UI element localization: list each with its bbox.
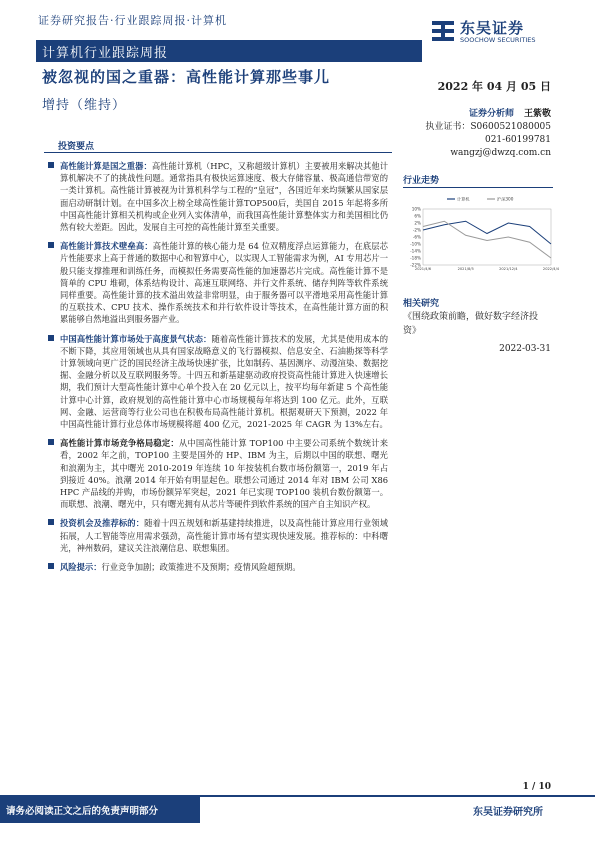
key-point-text: 随着十四五规划和新基建持续推进，以及高性能计算应用行业领域拓展，人工智能等应用需求强劲，高性能计算市场有望实现快速发展。推荐标的：中科曙光，神州数码，建议关注浪潮信息、联想集团。 [60,518,388,553]
analyst-info [425,108,551,160]
y-tick-label: 2% [414,220,421,226]
disclaimer-box [0,797,200,823]
y-tick-label: -22% [410,262,421,268]
key-point-lead: 投资机会及推荐标的： [60,518,145,529]
related-date: 2022-03-31 [499,344,551,354]
bullet-square-icon [48,335,54,341]
related-label: 相关研究 [403,299,440,309]
section-divider [44,152,392,153]
y-tick-label: -14% [410,248,421,254]
key-points [46,160,388,580]
section-title: 投资要点 [58,142,95,152]
banner-text: 计算机行业跟踪周报 [42,46,169,61]
y-tick-label: 6% [414,213,421,219]
related-title[interactable]: 《围绕政策前瞻，做好数字经济投资》 [403,312,539,336]
key-point-3 [46,333,388,431]
bullet-square-icon [48,242,54,248]
y-tick-label: -2% [412,227,421,233]
y-tick-label: -10% [410,241,421,247]
y-tick-label: -6% [412,234,421,240]
firm-name: 东吴证券研究所 [473,807,543,818]
x-tick-label: 2021/12/4 [499,267,518,271]
key-point-lead: 高性能计算是国之重器： [60,161,152,171]
bullet-square-icon [48,439,54,445]
report-date: 2022 年 04 月 05 日 [437,80,551,93]
key-point-lead: 高性能计算技术壁垒高： [60,241,153,252]
trend-label: 行业走势 [403,176,440,186]
key-point-text: 从中国高性能计算 TOP100 中主要公司系统个数统计来看，2002 年之前，TOP100 主要是国外的 HP、IBM 为主，后期以中国的联想、曙光和浪潮为主，其中曙光 2010-2019 年连续 10 年按装机台数市场份额第一，2019 年占到接近 40%。浪潮 2014 年开始有明显起色。联想公司通过 2014 年对 IBM 公司 X86 HPC 产品线的并购，市场份额异军突起，2021 年已实现 TOP100 装机台数份额第一。而联想、浪潮、曙光中，只有曙光拥有从芯片等硬件到软件系统的国产自主知识产权。 [60,438,388,510]
key-point-2 [46,240,388,325]
legend-label: 计算机 [457,196,470,202]
key-point-1 [46,160,388,233]
logo-text-cn: 东吴证券 [460,19,525,37]
y-tick-label: -18% [410,255,421,261]
page-number: 1 / 10 [522,782,551,792]
trend-chart [403,189,560,275]
key-point-lead: 高性能计算市场竞争格局稳定： [60,438,179,449]
trend-divider [403,187,553,188]
key-point-4 [46,437,388,510]
logo-text-en: SOOCHOW SECURITIES [460,36,536,44]
report-type-line: 证券研究报告·行业跟踪周报·计算机 [38,14,227,27]
key-point-6 [46,561,388,573]
x-tick-label: 2021/8/5 [457,267,474,271]
analyst-cert: 执业证书：S0600521080005 [425,122,551,132]
key-point-text: 随着高性能计算技术的发展，尤其是使用成本的不断下降，其应用领域也从具有国家战略意义的飞行器模拟、信息安全、石油勘探等科学计算领域向更广泛的国民经济主战场快速扩张，比如制药、基因测序、动漫渲染、数据挖掘、金融分析以及互联网服务等。十四五和新基建驱动政府投资高性能计算进入快速增长期，我们预计大型高性能计算中心单个投入在 20 亿元以上，按平均每年新建 5 个高性能计算中心计算，政府规划的高性能计算中心市场规模每年将达到 100 亿元。此外，互联网、金融、运营商等行业公司也在积极布局高性能计算机。根据观研天下预测，2022 年中国高性能计算行业总体市场规模将超 400 亿元，2021-2025 年 CAGR 为 13%左右。 [60,333,388,430]
key-point-text: 行业竞争加剧；政策推进不及预期；疫情风险超预期。 [101,562,301,573]
plot-frame [423,209,551,265]
analyst-role: 证券分析师 [468,109,514,119]
bullet-square-icon [48,162,54,168]
banner [36,40,422,62]
analyst-phone: 021-60199781 [484,135,551,145]
logo-mark-icon [430,18,456,44]
series-line-1 [423,221,551,258]
key-point-text: 高性能计算机（HPC，又称超级计算机）主要被用来解决其他计算机解决不了的挑战性问题。通常指具有极快运算速度、极大存储容量、极高通信带宽的一类计算机。高性能计算被视为计算机科学与工程的“皇冠”，各国近年来均频繁从国家层面启动研制计划。在中国多次上榜全球高性能计算TOP500后，美国自 2015 年起将多所中国高性能计算相关机构或企业列入实体清单，而我国高性能计算整体实力和美国相比仍然有较大差距。因此，发展自主可控的高性能计算至关重要。 [60,161,388,233]
x-tick-label: 2021/4/6 [414,267,432,271]
legend-label: 沪深300 [497,196,514,202]
y-tick-label: 10% [411,206,421,212]
key-point-lead: 中国高性能计算市场处于高度景气状态： [60,333,212,344]
company-logo [430,18,570,46]
key-point-text: 高性能计算的核心能力是 64 位双精度浮点运算能力，在底层芯片性能要求上高于普通的数据中心和智算中心，以实现人工智能需求为例，AI 专用芯片一般只能支撑推理和训练任务，而模拟任务需要高性能的加速器芯片完成。高性能计算不是简单的 CPU 堆砌，体系结构设计、高速互联网络、并行文件系统、储存判阵等软件系统同样重要。高性能计算的技术溢出效益非常明显，由于服务器可以平滑地采用高性能计算的互联技术、CPU 技术、操作系统技术和并行软件设计等技术，在高性能计算方面的积累能够自然地溢出到服务器产业。 [60,241,388,325]
key-point-5 [46,517,388,554]
key-point-lead: 风险提示： [60,562,102,573]
rating: 增持（维持） [42,98,127,113]
bullet-square-icon [48,563,54,569]
bullet-square-icon [48,519,54,525]
disclaimer-text: 请务必阅读正文之后的免责声明部分 [6,806,159,817]
analyst-email[interactable]: wangzj@dwzq.com.cn [450,148,551,158]
x-tick-label: 2022/4/4 [542,267,560,271]
report-title: 被忽视的国之重器：高性能计算那些事儿 [42,68,331,86]
analyst-name: 王紫敬 [523,109,551,119]
